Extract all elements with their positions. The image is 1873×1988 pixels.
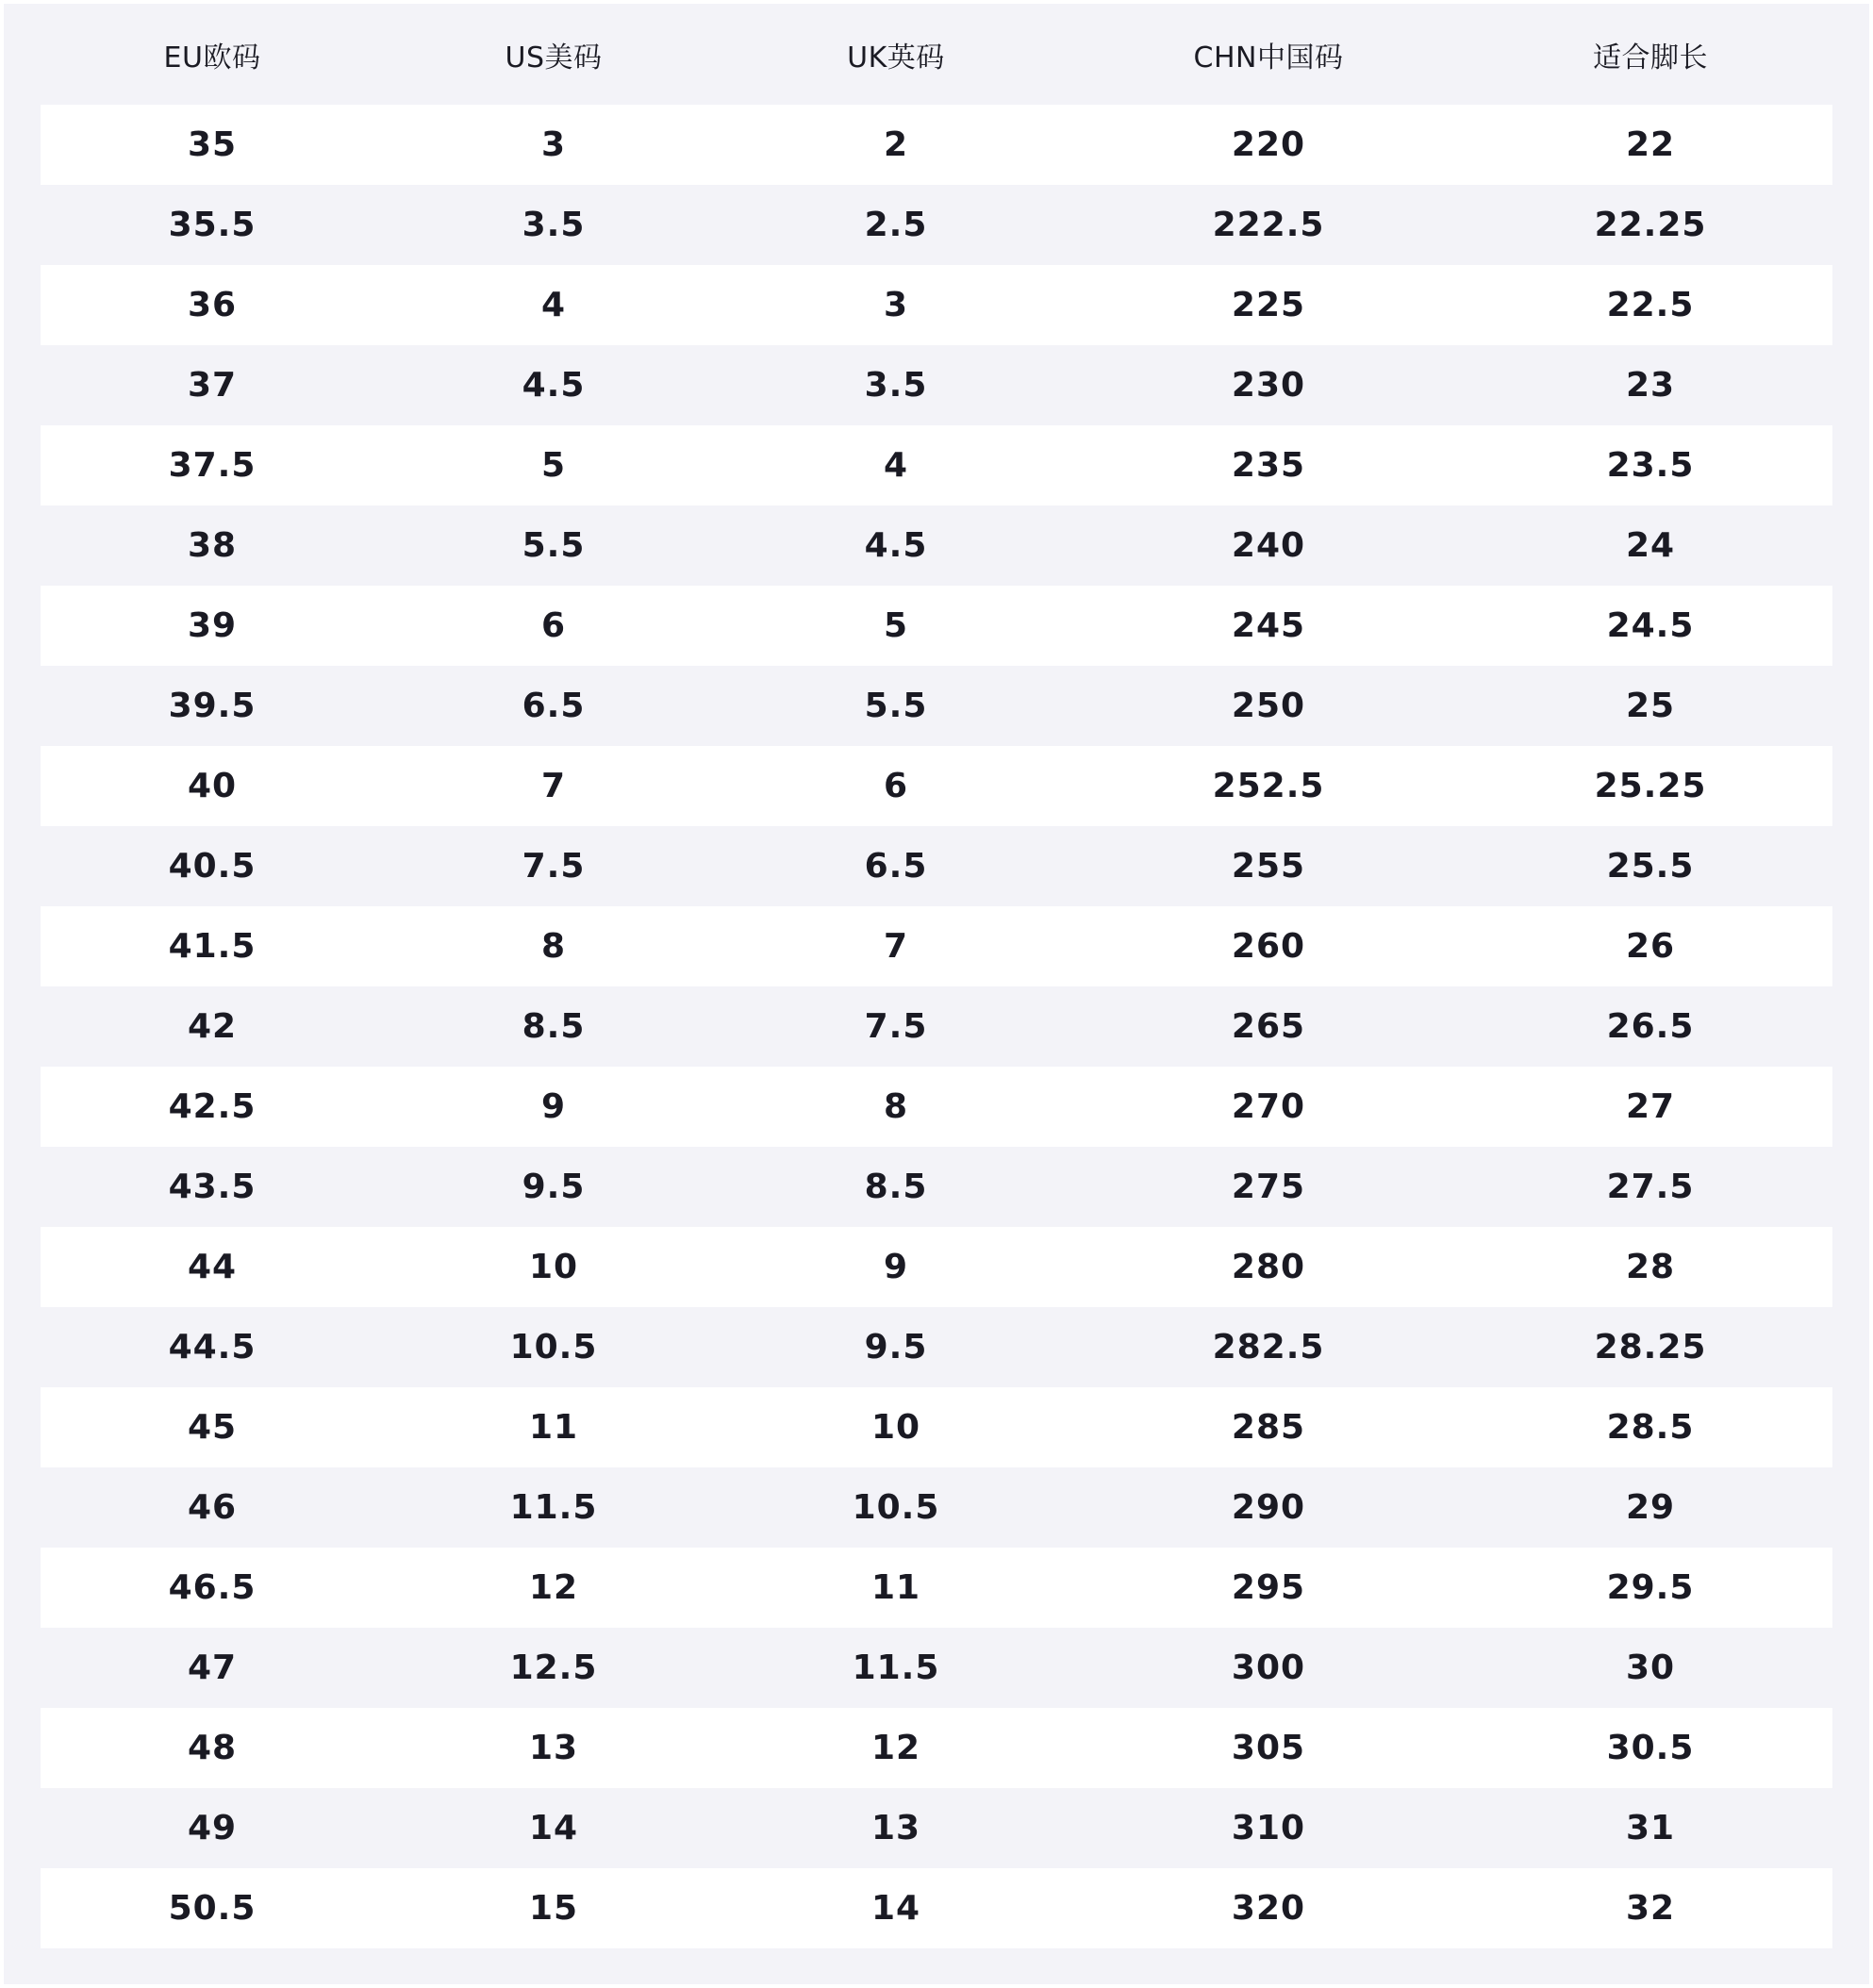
table-cell: 30: [1625, 1648, 1676, 1687]
table-cell: 27: [1625, 1087, 1676, 1126]
table-row: [41, 425, 1832, 505]
table-row: [41, 185, 1832, 265]
table-cell: 26.5: [1606, 1007, 1695, 1046]
table-cell: 3: [883, 286, 909, 324]
table-row: [41, 746, 1832, 826]
table-cell: 24.5: [1606, 606, 1695, 645]
table-cell: 275: [1231, 1168, 1306, 1206]
table-cell: 40.5: [168, 847, 257, 886]
table-cell: 5: [883, 606, 909, 645]
table-row: [41, 1307, 1832, 1387]
table-cell: 43.5: [168, 1168, 257, 1206]
table-cell: 22.5: [1606, 286, 1695, 324]
table-cell: 39: [187, 606, 238, 645]
table-cell: 30.5: [1606, 1729, 1695, 1767]
table-cell: 7.5: [522, 847, 586, 886]
table-cell: 15: [528, 1889, 579, 1928]
table-cell: 14: [528, 1809, 579, 1847]
table-row: [41, 1147, 1832, 1227]
table-cell: 13: [528, 1729, 579, 1767]
table-cell: 305: [1231, 1729, 1306, 1767]
column-header: EU欧码: [163, 41, 261, 75]
table-cell: 42: [187, 1007, 238, 1046]
table-cell: 9: [883, 1248, 909, 1286]
table-cell: 5: [540, 446, 567, 485]
table-cell: 47: [187, 1648, 238, 1687]
table-cell: 6.5: [522, 687, 586, 725]
table-cell: 14: [870, 1889, 921, 1928]
table-cell: 25: [1625, 687, 1676, 725]
table-cell: 40: [187, 767, 238, 805]
table-cell: 38: [187, 526, 238, 565]
table-cell: 320: [1231, 1889, 1306, 1928]
size-chart-table: [41, 4, 1832, 1948]
table-cell: 31: [1625, 1809, 1676, 1847]
table-cell: 23: [1625, 366, 1676, 405]
table-cell: 225: [1231, 286, 1306, 324]
table-cell: 255: [1231, 847, 1306, 886]
table-row: [41, 1868, 1832, 1948]
table-row: [41, 345, 1832, 425]
table-cell: 10: [870, 1408, 921, 1447]
table-cell: 310: [1231, 1809, 1306, 1847]
table-cell: 35: [187, 125, 238, 164]
table-cell: 50.5: [168, 1889, 257, 1928]
table-cell: 235: [1231, 446, 1306, 485]
table-cell: 8.5: [864, 1168, 928, 1206]
table-cell: 9.5: [864, 1328, 928, 1367]
table-cell: 12.5: [509, 1648, 598, 1687]
table-cell: 9.5: [522, 1168, 586, 1206]
column-header: US美码: [505, 41, 603, 75]
table-cell: 270: [1231, 1087, 1306, 1126]
table-cell: 44.5: [168, 1328, 257, 1367]
table-cell: 12: [870, 1729, 921, 1767]
table-cell: 7: [883, 927, 909, 966]
table-cell: 282.5: [1212, 1328, 1325, 1367]
table-cell: 25.25: [1594, 767, 1707, 805]
table-row: [41, 1467, 1832, 1548]
table-cell: 222.5: [1212, 206, 1325, 244]
table-cell: 285: [1231, 1408, 1306, 1447]
table-cell: 7: [540, 767, 567, 805]
table-cell: 28: [1625, 1248, 1676, 1286]
table-row: [41, 1788, 1832, 1868]
table-cell: 5.5: [522, 526, 586, 565]
table-cell: 250: [1231, 687, 1306, 725]
table-cell: 11.5: [509, 1488, 598, 1527]
table-row: [41, 1628, 1832, 1708]
table-cell: 300: [1231, 1648, 1306, 1687]
table-cell: 23.5: [1606, 446, 1695, 485]
table-cell: 280: [1231, 1248, 1306, 1286]
table-cell: 7.5: [864, 1007, 928, 1046]
table-cell: 42.5: [168, 1087, 257, 1126]
table-cell: 46.5: [168, 1568, 257, 1607]
table-cell: 28.25: [1594, 1328, 1707, 1367]
table-cell: 22.25: [1594, 206, 1707, 244]
table-cell: 28.5: [1606, 1408, 1695, 1447]
table-cell: 11: [870, 1568, 921, 1607]
table-cell: 29: [1625, 1488, 1676, 1527]
table-cell: 48: [187, 1729, 238, 1767]
column-header: UK英码: [847, 41, 945, 75]
table-cell: 2.5: [864, 206, 928, 244]
table-row: [41, 1708, 1832, 1788]
table-cell: 10: [528, 1248, 579, 1286]
table-cell: 4.5: [864, 526, 928, 565]
header-row: [41, 4, 1832, 105]
table-cell: 3.5: [864, 366, 928, 405]
table-cell: 39.5: [168, 687, 257, 725]
table-cell: 6: [540, 606, 567, 645]
column-header: CHN中国码: [1193, 41, 1344, 75]
table-cell: 4.5: [522, 366, 586, 405]
table-row: [41, 505, 1832, 586]
table-row: [41, 1548, 1832, 1628]
table-cell: 252.5: [1212, 767, 1325, 805]
table-cell: 22: [1625, 125, 1676, 164]
table-cell: 46: [187, 1488, 238, 1527]
table-cell: 32: [1625, 1889, 1676, 1928]
table-cell: 37.5: [168, 446, 257, 485]
table-row: [41, 826, 1832, 906]
table-cell: 37: [187, 366, 238, 405]
table-cell: 3.5: [522, 206, 586, 244]
table-row: [41, 666, 1832, 746]
table-row: [41, 1387, 1832, 1467]
table-cell: 12: [528, 1568, 579, 1607]
table-cell: 13: [870, 1809, 921, 1847]
table-cell: 10.5: [852, 1488, 940, 1527]
table-cell: 36: [187, 286, 238, 324]
column-header: 适合脚长: [1593, 41, 1708, 75]
table-row: [41, 105, 1832, 185]
table-row: [41, 1227, 1832, 1307]
table-cell: 230: [1231, 366, 1306, 405]
table-cell: 220: [1231, 125, 1306, 164]
table-row: [41, 906, 1832, 986]
table-row: [41, 1067, 1832, 1147]
table-row: [41, 986, 1832, 1067]
table-cell: 295: [1231, 1568, 1306, 1607]
table-cell: 245: [1231, 606, 1306, 645]
table-cell: 11.5: [852, 1648, 940, 1687]
table-cell: 290: [1231, 1488, 1306, 1527]
table-cell: 4: [883, 446, 909, 485]
table-row: [41, 586, 1832, 666]
table-cell: 9: [540, 1087, 567, 1126]
table-cell: 11: [528, 1408, 579, 1447]
table-cell: 26: [1625, 927, 1676, 966]
table-body: [41, 105, 1832, 1948]
table-cell: 41.5: [168, 927, 257, 966]
table-row: [41, 265, 1832, 345]
table-cell: 6.5: [864, 847, 928, 886]
table-cell: 24: [1625, 526, 1676, 565]
size-chart-panel: [4, 4, 1869, 1984]
table-cell: 6: [883, 767, 909, 805]
table-cell: 8: [540, 927, 567, 966]
table-cell: 35.5: [168, 206, 257, 244]
table-cell: 8: [883, 1087, 909, 1126]
table-cell: 2: [883, 125, 909, 164]
table-cell: 240: [1231, 526, 1306, 565]
table-cell: 44: [187, 1248, 238, 1286]
table-cell: 265: [1231, 1007, 1306, 1046]
table-cell: 29.5: [1606, 1568, 1695, 1607]
table-cell: 3: [540, 125, 567, 164]
table-cell: 10.5: [509, 1328, 598, 1367]
table-cell: 260: [1231, 927, 1306, 966]
table-cell: 4: [540, 286, 567, 324]
table-cell: 45: [187, 1408, 238, 1447]
table-cell: 5.5: [864, 687, 928, 725]
table-cell: 25.5: [1606, 847, 1695, 886]
table-cell: 27.5: [1606, 1168, 1695, 1206]
table-cell: 8.5: [522, 1007, 586, 1046]
table-cell: 49: [187, 1809, 238, 1847]
